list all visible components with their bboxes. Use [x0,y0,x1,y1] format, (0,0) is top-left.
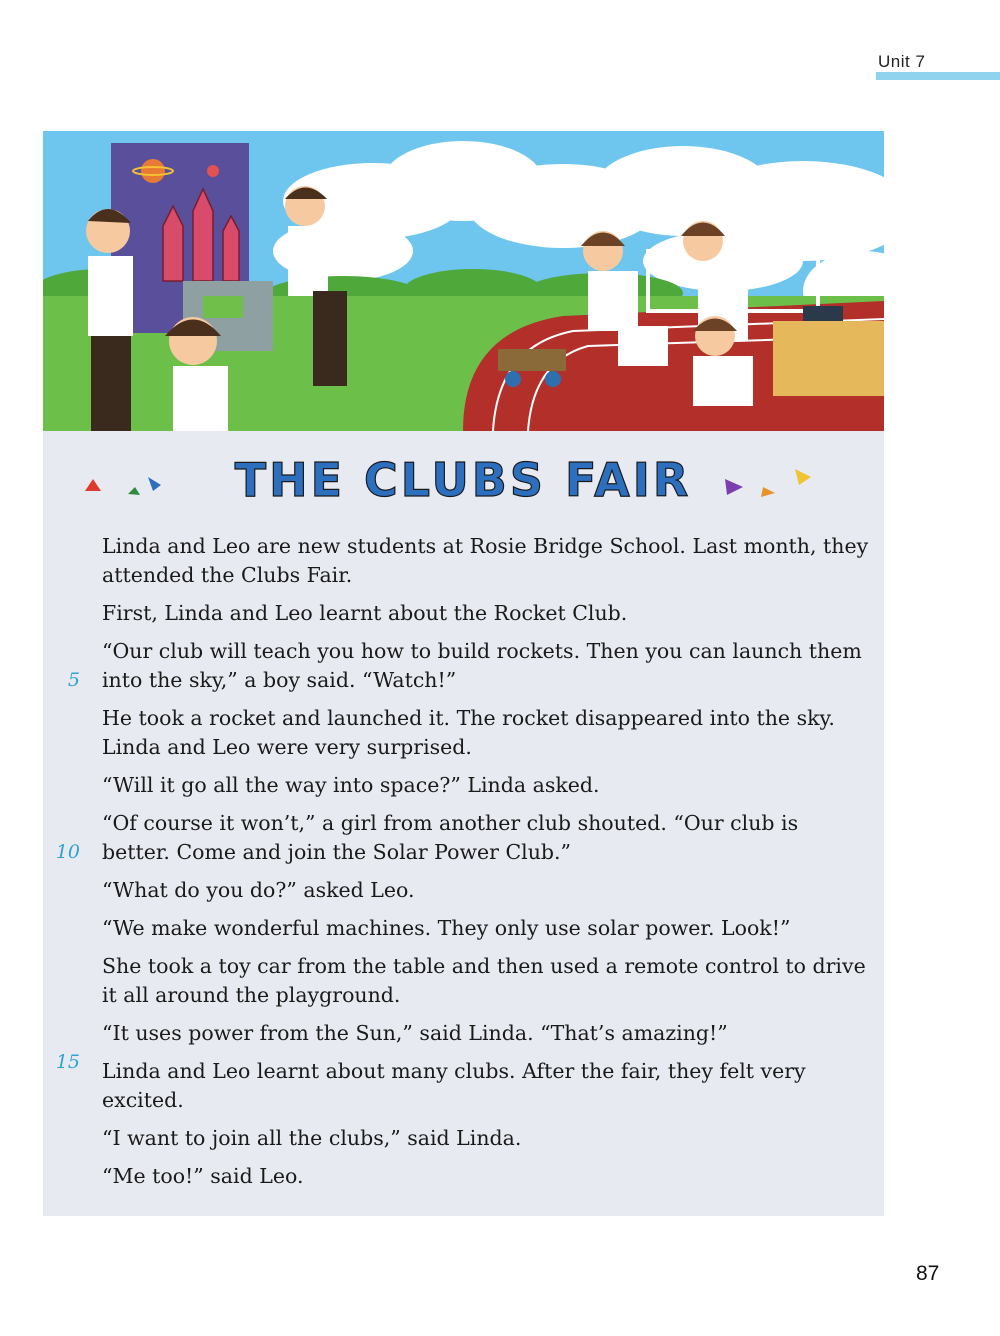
story-text [55,532,872,1200]
line-number: 15 [55,1051,80,1073]
story-paragraph: “Me too!” said Leo. [102,1164,304,1188]
story-title [43,449,884,509]
story-paragraph: “What do you do?” asked Leo. [102,878,415,902]
story-paragraph: “Of course it won’t,” a girl from another club shouted. “Our club is better. Come and join the Solar Power Club.” 10 [102,809,872,867]
story-paragraph: “It uses power from the Sun,” said Linda. “That’s amazing!” 15 [102,1019,872,1048]
unit-label: Unit 7 [878,52,926,71]
story-paragraph: She took a toy car from the table and then used a remote control to drive it all around the playground. [102,954,866,1007]
story-paragraph: “I want to join all the clubs,” said Linda. [102,1126,522,1150]
line-number: 10 [55,841,80,863]
story-paragraph: “We make wonderful machines. They only use solar power. Look!” [102,916,791,940]
unit-header-bar [876,72,1000,80]
story-paragraph: First, Linda and Leo learnt about the Rocket Club. [102,601,628,625]
story-paragraph: “Will it go all the way into space?” Linda asked. [102,773,600,797]
story-paragraph: “Our club will teach you how to build rockets. Then you can launch them into the sky,” a boy said. “Watch!” 5 [102,637,872,695]
story-title-text: THE CLUBS FAIR [234,453,692,507]
story-paragraph: Linda and Leo are new students at Rosie Bridge School. Last month, they attended the Clubs Fair. [102,534,869,587]
story-panel [43,131,884,1216]
story-paragraph: Linda and Leo learnt about many clubs. After the fair, they felt very excited. [102,1059,806,1112]
page-number: 87 [916,1262,940,1285]
clubs-fair-illustration [43,131,884,431]
unit-header [876,52,1000,82]
line-number: 5 [67,669,80,691]
story-paragraph: He took a rocket and launched it. The rocket disappeared into the sky. Linda and Leo were very surprised. [102,706,835,759]
